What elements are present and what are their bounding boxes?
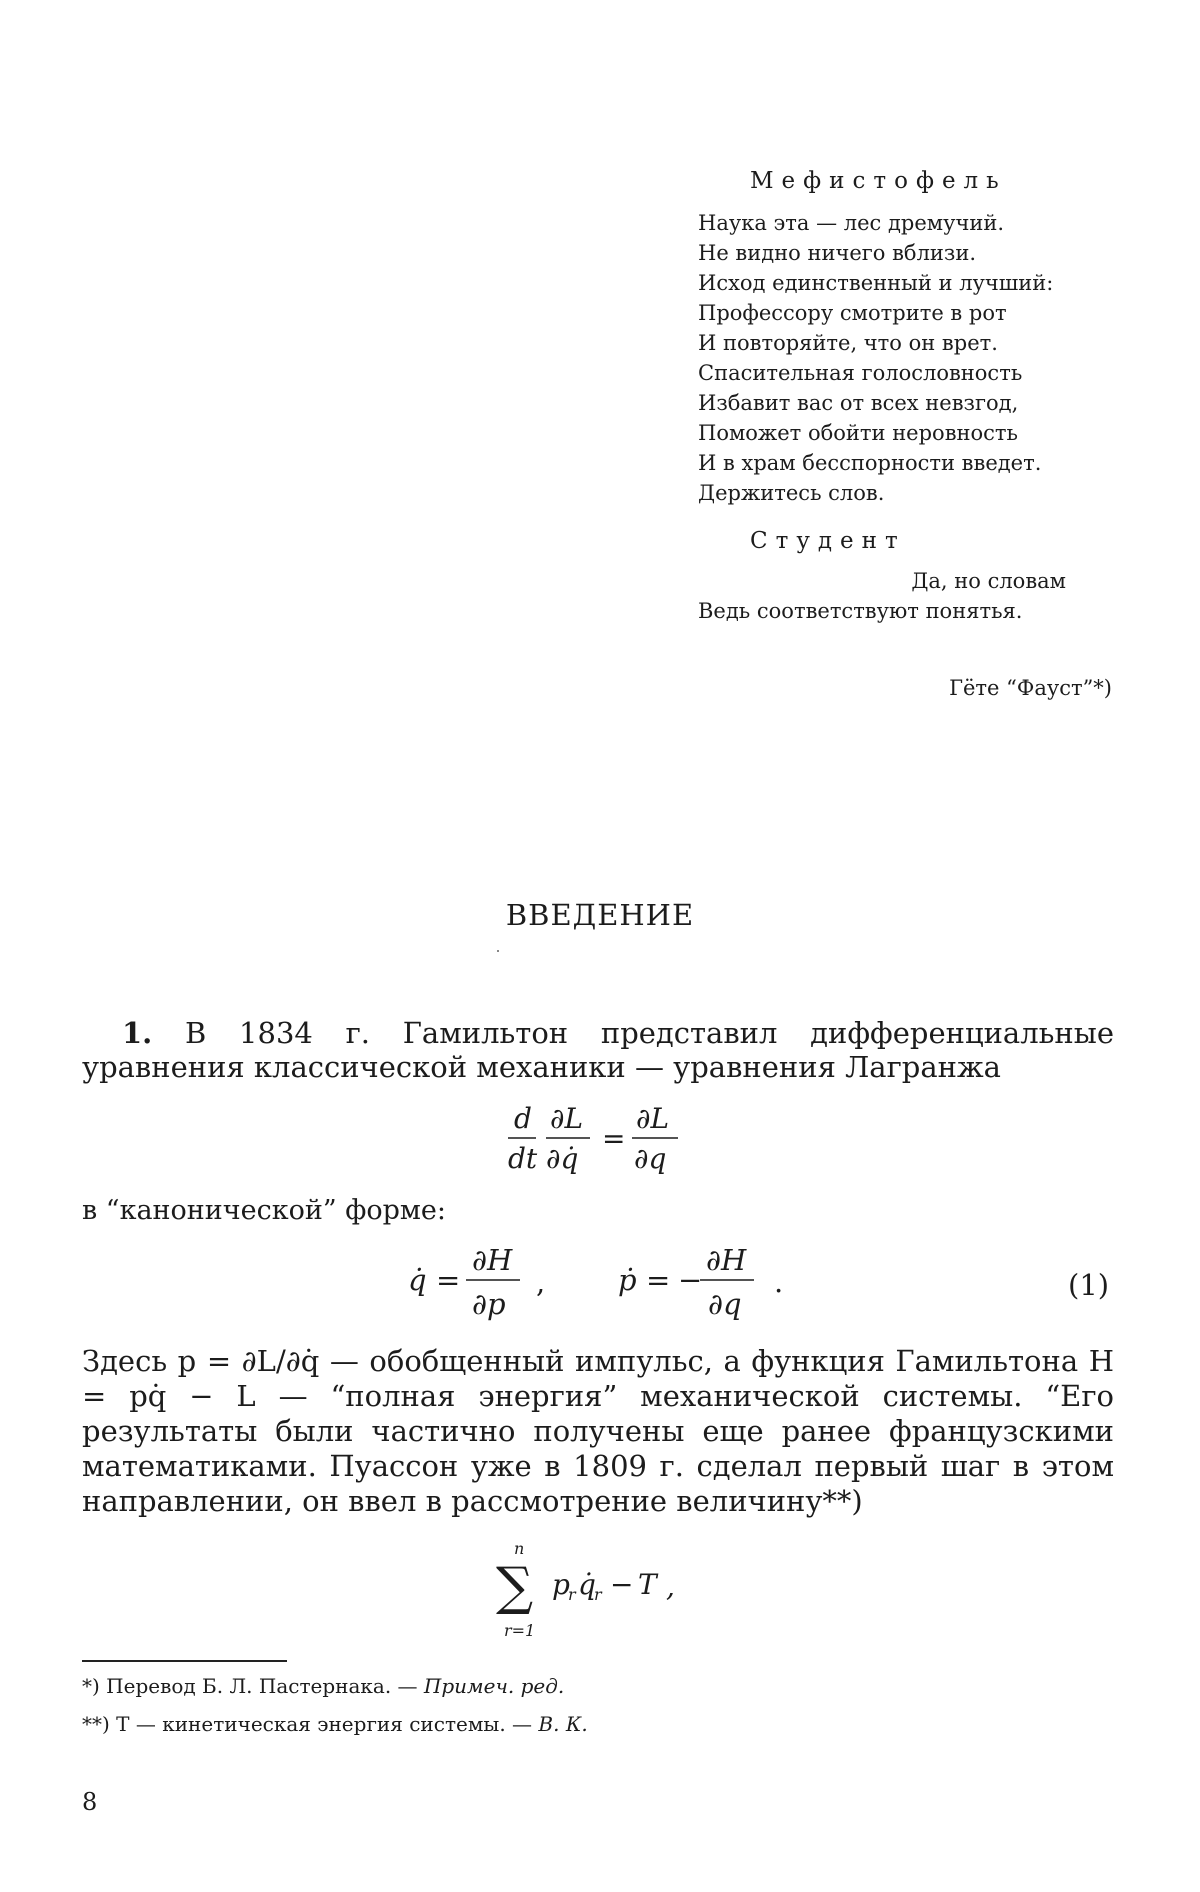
svg-text:,: , [666, 1570, 675, 1603]
verse-line: Да, но словам [911, 569, 1066, 593]
svg-text:∂q̇: ∂q̇ [546, 1142, 579, 1175]
verse-line: И в храм бесспорности введет. [698, 451, 1042, 475]
svg-text:r: r [594, 1585, 602, 1604]
svg-text:∂H: ∂H [472, 1243, 513, 1277]
epigraph [698, 168, 1128, 626]
canonical-label: в “канонической” форме: [82, 1195, 447, 1226]
hamilton-equations [400, 1242, 820, 1332]
footnote-note: Примеч. ред. [423, 1674, 565, 1698]
epigraph-source: Гёте “Фауст”*) [949, 676, 1112, 700]
sum-expression [494, 1536, 714, 1646]
svg-text:∑: ∑ [496, 1557, 534, 1617]
verse-line: И повторяйте, что он врет. [698, 331, 998, 355]
verse-line: Ведь соответствуют понятья. [698, 599, 1023, 623]
equation-number: (1) [1068, 1268, 1110, 1302]
verse-line: Профессору смотрите в рот [698, 301, 1007, 325]
verse-line: Исход единственный и лучший: [698, 271, 1054, 295]
svg-text:d: d [514, 1102, 532, 1135]
speaker-mephistopheles: Мефистофель [750, 168, 1007, 194]
verse-line: Не видно ничего вблизи. [698, 241, 977, 265]
verse-line: Спасительная голословность [698, 361, 1023, 385]
footnote-2 [82, 1712, 588, 1736]
svg-text:∂q: ∂q [708, 1287, 742, 1321]
svg-text:q̇: q̇ [408, 1263, 427, 1297]
paragraph-1 [82, 1016, 1114, 1084]
paragraph-1-text: В 1834 г. Гамильтон представил дифференциальные уравнения классической механики — уравнения Лагранжа [82, 1016, 1115, 1084]
footnote-rule [82, 1660, 287, 1662]
svg-text:∂L: ∂L [636, 1102, 670, 1135]
svg-text:∂q: ∂q [634, 1142, 667, 1175]
verse-line: Поможет обойти неровность [698, 421, 1018, 445]
speaker-student: Студент [750, 528, 906, 554]
verse-line: Избавит вас от всех невзгод, [698, 391, 1019, 415]
svg-text:ṗ: ṗ [618, 1263, 637, 1297]
footnote-mark: **) [82, 1712, 110, 1736]
svg-text:∂p: ∂p [472, 1287, 506, 1321]
svg-text:∂H: ∂H [706, 1243, 747, 1277]
svg-text:∂L: ∂L [550, 1102, 584, 1135]
svg-text:r: r [568, 1585, 576, 1604]
svg-text:q̇: q̇ [578, 1568, 596, 1601]
svg-text:r=1: r=1 [504, 1621, 536, 1640]
svg-text:n: n [514, 1539, 525, 1558]
footnote-note: В. К. [538, 1712, 588, 1736]
svg-text:T: T [638, 1568, 657, 1601]
footnote-mark: *) [82, 1674, 100, 1698]
page-number: 8 [82, 1788, 98, 1816]
chapter-heading: ВВЕДЕНИЕ [505, 898, 695, 932]
svg-text:dt: dt [508, 1142, 538, 1175]
footnote-1 [82, 1674, 564, 1698]
section-number: 1. [122, 1016, 153, 1050]
svg-text:−: − [610, 1568, 634, 1601]
paragraph-3: Здесь p = ∂L/∂q̇ — обобщенный импульс, а функция Гамильтона H = pq̇ − L — “полная энергия” механической системы. “Его результаты были частично получены еще ранее французскими математиками. Пуассон уже в 1809 г. сделал первый шаг в этом направлении, он ввел в рассмотрение величину**) [82, 1344, 1114, 1518]
svg-text:=: = [602, 1122, 626, 1155]
svg-text:,: , [536, 1265, 546, 1299]
svg-text:.: . [774, 1265, 784, 1299]
lagrange-equation [506, 1098, 706, 1178]
svg-text:=: = [436, 1263, 461, 1297]
verse-line: Наука эта — лес дремучий. [698, 211, 1005, 235]
svg-text:=: = [646, 1263, 671, 1297]
footnote-text: T — кинетическая энергия системы. — [116, 1712, 533, 1736]
verse-line: Держитесь слов. [698, 481, 885, 505]
svg-text:p: p [552, 1568, 570, 1601]
print-speck [497, 950, 499, 952]
footnote-text: Перевод Б. Л. Пастернака. — [106, 1674, 418, 1698]
svg-text:−: − [678, 1263, 703, 1297]
